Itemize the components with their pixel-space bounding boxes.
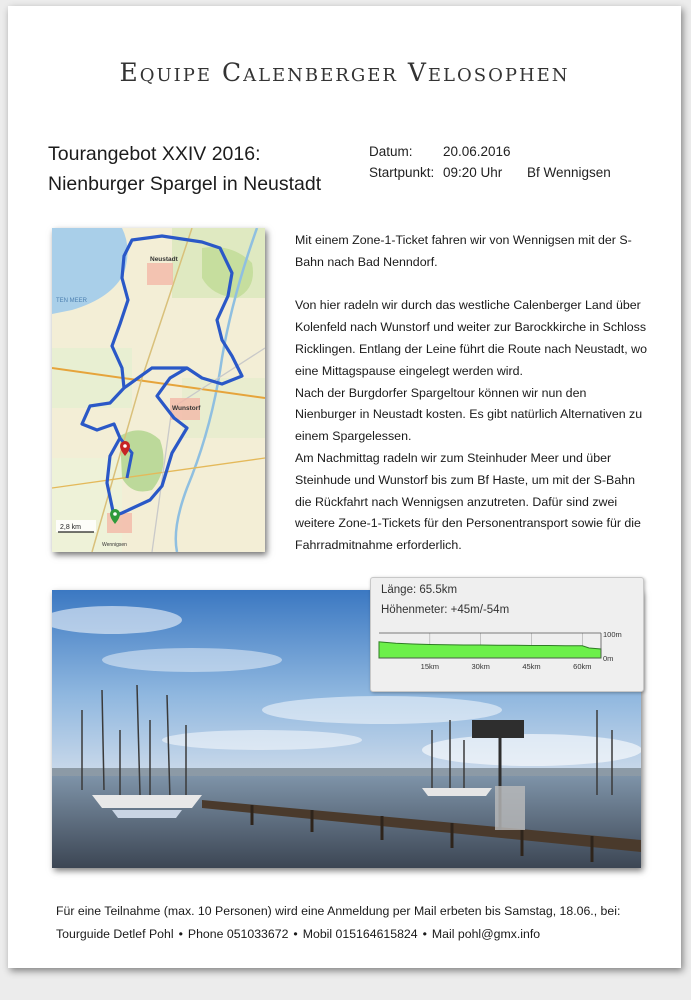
y-label-bottom: 0m xyxy=(603,654,614,663)
start-time: 09:20 Uhr xyxy=(443,165,503,180)
tour-meta xyxy=(369,141,611,183)
description-p4: Am Nachmittag radeln wir zum Steinhuder Meer und über Steinhude und Wunstorf bis zum Bf Haste, um mit der S-Bahn die Rückfahrt nach Wennigsen anzutreten. Dafür sind zwei weitere Zone-1-Tickets für den Personentransport sowie für die Fahrradmitnahme erforderlich. xyxy=(295,450,641,553)
tour-description xyxy=(295,230,650,557)
x-tick-label: 60km xyxy=(573,662,592,671)
route-map-graphic xyxy=(52,228,265,552)
separator-dot: • xyxy=(422,927,427,941)
description-p1: Mit einem Zone-1-Ticket fahren wir von Wennigsen mit der S-Bahn nach Bad Nenndorf. xyxy=(295,233,632,269)
description-p2: Von hier radeln wir durch das westliche Calenberger Land über Kolenfeld nach Wunstorf und weiter zur Barockkirche in Schloss Ricklingen. Entlang der Leine führt die Route nach Neustadt, wo eine Mittagspause eingelegt werden wird. xyxy=(295,298,647,378)
separator-dot: • xyxy=(178,927,183,941)
start-row xyxy=(369,162,611,183)
map-label-wunstorf: Wunstorf xyxy=(172,405,201,412)
elevation-chart xyxy=(371,578,643,691)
map-label-wennigsen: Wennigsen xyxy=(102,542,127,548)
x-tick-label: 45km xyxy=(522,662,541,671)
phone-number: Phone 051033672 xyxy=(187,927,289,941)
description-p3: Nach der Burgdorfer Spargeltour können wir nun den Nienburger in Neustadt kosten. Es gibt natürlich Alternativen zu einem Spargelessen. xyxy=(295,385,643,444)
elevation-profile xyxy=(370,577,644,692)
footer-contacts xyxy=(56,923,676,946)
tour-title-line-1: Tourangebot XXIV 2016: xyxy=(48,143,261,165)
x-tick-label: 30km xyxy=(471,662,490,671)
start-label: Startpunkt: xyxy=(369,165,435,180)
tour-title xyxy=(48,139,321,199)
route-map xyxy=(52,228,265,552)
map-scale-label: 2,8 km xyxy=(60,524,82,531)
date-row xyxy=(369,141,611,162)
flyer-page xyxy=(8,6,681,968)
tour-title-line-2: Nienburger Spargel in Neustadt xyxy=(48,173,322,195)
tour-guide-name: Tourguide Detlef Pohl xyxy=(56,927,174,941)
y-label-top: 100m xyxy=(603,630,622,639)
route-length: Länge: 65.5km xyxy=(381,584,458,596)
start-place: Bf Wennigsen xyxy=(527,165,611,180)
date-label: Datum: xyxy=(369,144,413,159)
elevation-area xyxy=(379,642,601,658)
club-title: Equipe Calenberger Velosophen xyxy=(119,58,570,87)
map-label-meer: TEN MEER xyxy=(56,298,88,304)
map-label-neustadt: Neustadt xyxy=(150,256,178,263)
footer xyxy=(56,900,676,946)
route-elevation: Höhenmeter: +45m/-54m xyxy=(381,604,510,616)
footer-registration: Für eine Teilnahme (max. 10 Personen) wird eine Anmeldung per Mail erbeten bis Samstag, 18.06., bei: xyxy=(56,904,621,918)
separator-dot: • xyxy=(293,927,298,941)
mobile-number: Mobil 015164615824 xyxy=(302,927,418,941)
x-tick-label: 15km xyxy=(420,662,440,671)
date-value: 20.06.2016 xyxy=(443,144,511,159)
email-contact[interactable]: Mail pohl@gmx.info xyxy=(431,927,541,941)
